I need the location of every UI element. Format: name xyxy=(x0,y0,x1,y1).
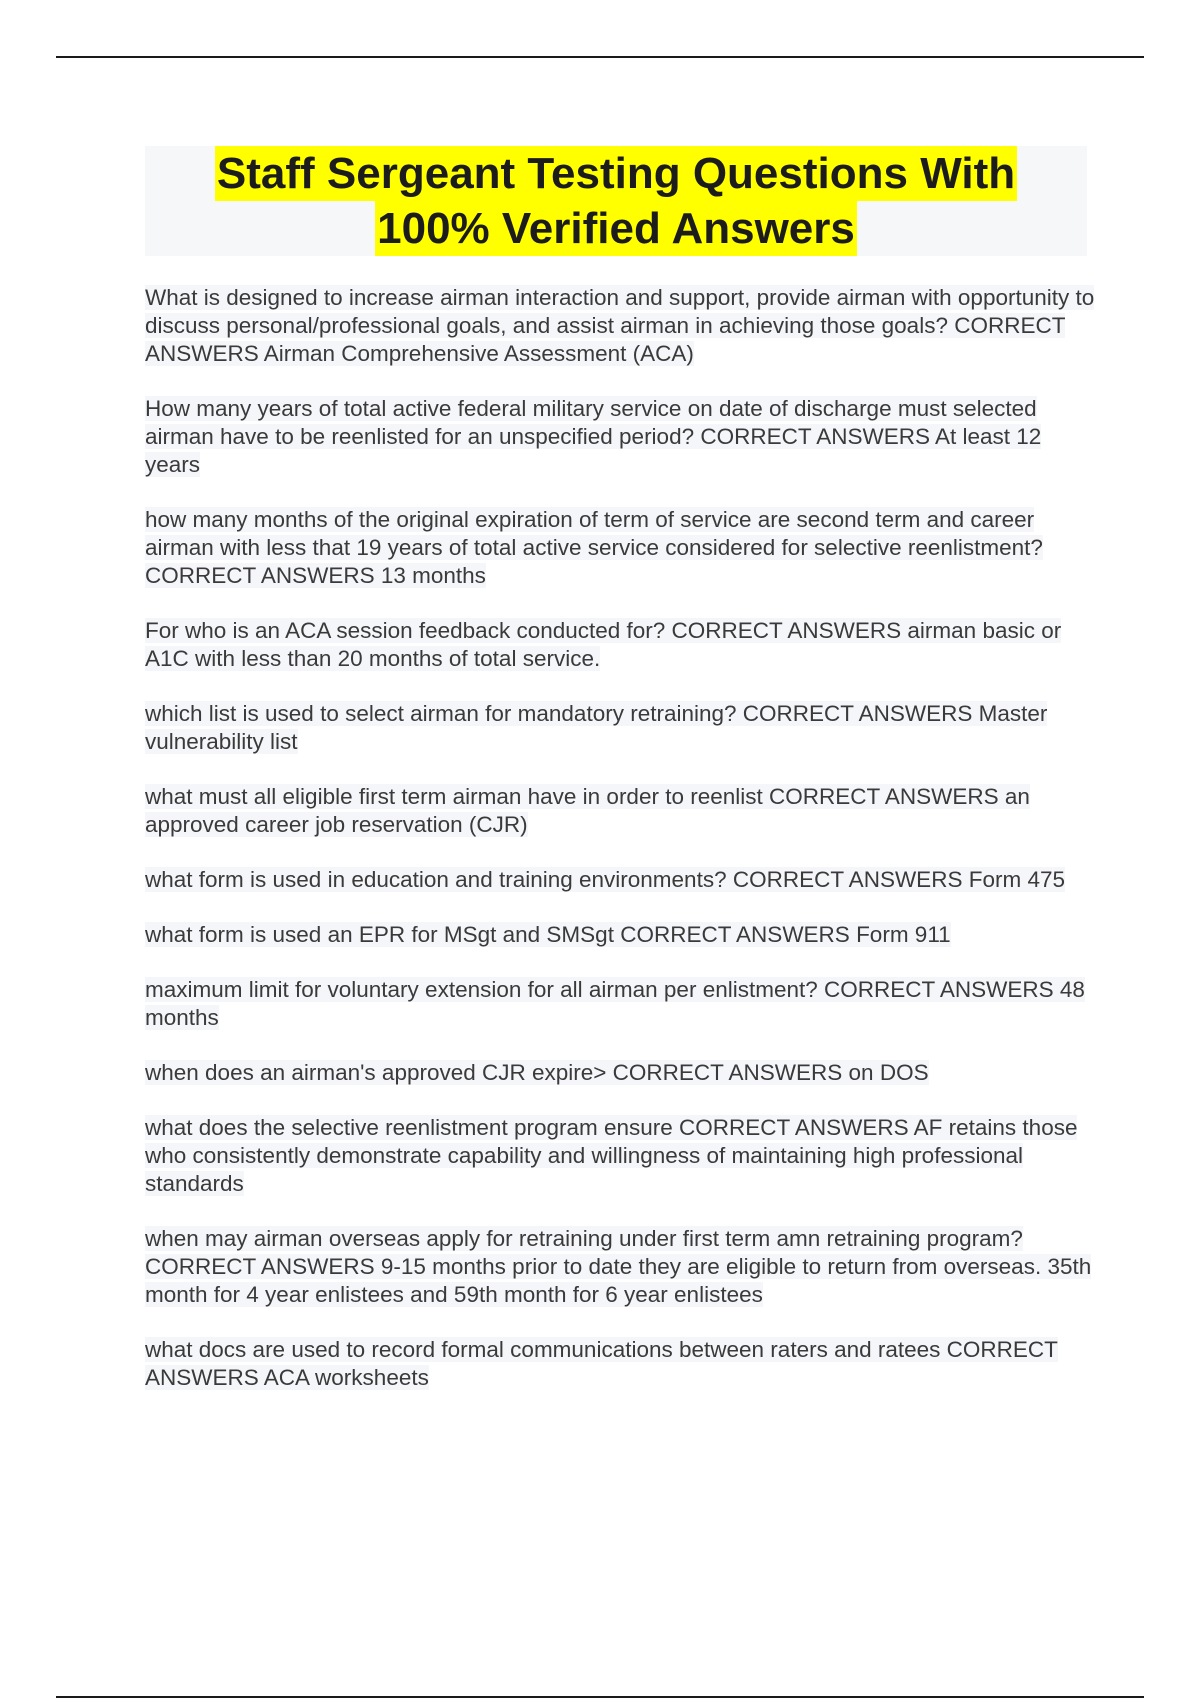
qa-item xyxy=(145,1225,1095,1309)
qa-item xyxy=(145,1114,1095,1198)
qa-text: what does the selective reenlistment program ensure CORRECT ANSWERS AF retains those who consistently demonstrate capability and willingness of maintaining high professional standards xyxy=(145,1115,1078,1196)
qa-text: what form is used an EPR for MSgt and SMSgt CORRECT ANSWERS Form 911 xyxy=(145,922,951,947)
qa-text: what docs are used to record formal communications between raters and ratees CORRECT ANSWERS ACA worksheets xyxy=(145,1337,1058,1390)
qa-item xyxy=(145,506,1095,590)
qa-item xyxy=(145,976,1095,1032)
qa-item xyxy=(145,617,1095,673)
qa-item xyxy=(145,1336,1095,1392)
bottom-rule xyxy=(56,1696,1144,1698)
qa-item xyxy=(145,284,1095,368)
qa-text: how many months of the original expiration of term of service are second term and career airman with less that 19 years of total active service considered for selective reenlistment? CORRECT ANSWERS 13 months xyxy=(145,507,1043,588)
qa-item xyxy=(145,1059,1095,1087)
qa-item xyxy=(145,700,1095,756)
qa-item xyxy=(145,866,1095,894)
qa-list xyxy=(145,284,1095,1419)
qa-text: what form is used in education and training environments? CORRECT ANSWERS Form 475 xyxy=(145,867,1065,892)
qa-text: when may airman overseas apply for retraining under first term amn retraining program? CORRECT ANSWERS 9-15 months prior to date they are eligible to return from overseas. 35th month for 4 year enlistees and 59th month for 6 year enlistees xyxy=(145,1226,1092,1307)
qa-item xyxy=(145,395,1095,479)
qa-text: which list is used to select airman for mandatory retraining? CORRECT ANSWERS Master vulnerability list xyxy=(145,701,1048,754)
top-rule xyxy=(56,56,1144,58)
title-block xyxy=(145,146,1087,256)
qa-text: How many years of total active federal military service on date of discharge must selected airman have to be reenlisted for an unspecified period? CORRECT ANSWERS At least 12 years xyxy=(145,396,1042,477)
qa-text: when does an airman's approved CJR expire> CORRECT ANSWERS on DOS xyxy=(145,1060,929,1085)
qa-text: For who is an ACA session feedback conducted for? CORRECT ANSWERS airman basic or A1C with less than 20 months of total service. xyxy=(145,618,1062,671)
qa-item xyxy=(145,783,1095,839)
qa-item xyxy=(145,921,1095,949)
qa-text: maximum limit for voluntary extension for all airman per enlistment? CORRECT ANSWERS 48 months xyxy=(145,977,1085,1030)
page-title-line-1: Staff Sergeant Testing Questions With xyxy=(215,146,1017,201)
qa-text: What is designed to increase airman interaction and support, provide airman with opportunity to discuss personal/professional goals, and assist airman in achieving those goals? CORRECT ANSWERS Airman Comprehensive Assessment (ACA) xyxy=(145,285,1095,366)
qa-text: what must all eligible first term airman have in order to reenlist CORRECT ANSWERS an approved career job reservation (CJR) xyxy=(145,784,1030,837)
page-title-line-2: 100% Verified Answers xyxy=(375,201,857,256)
